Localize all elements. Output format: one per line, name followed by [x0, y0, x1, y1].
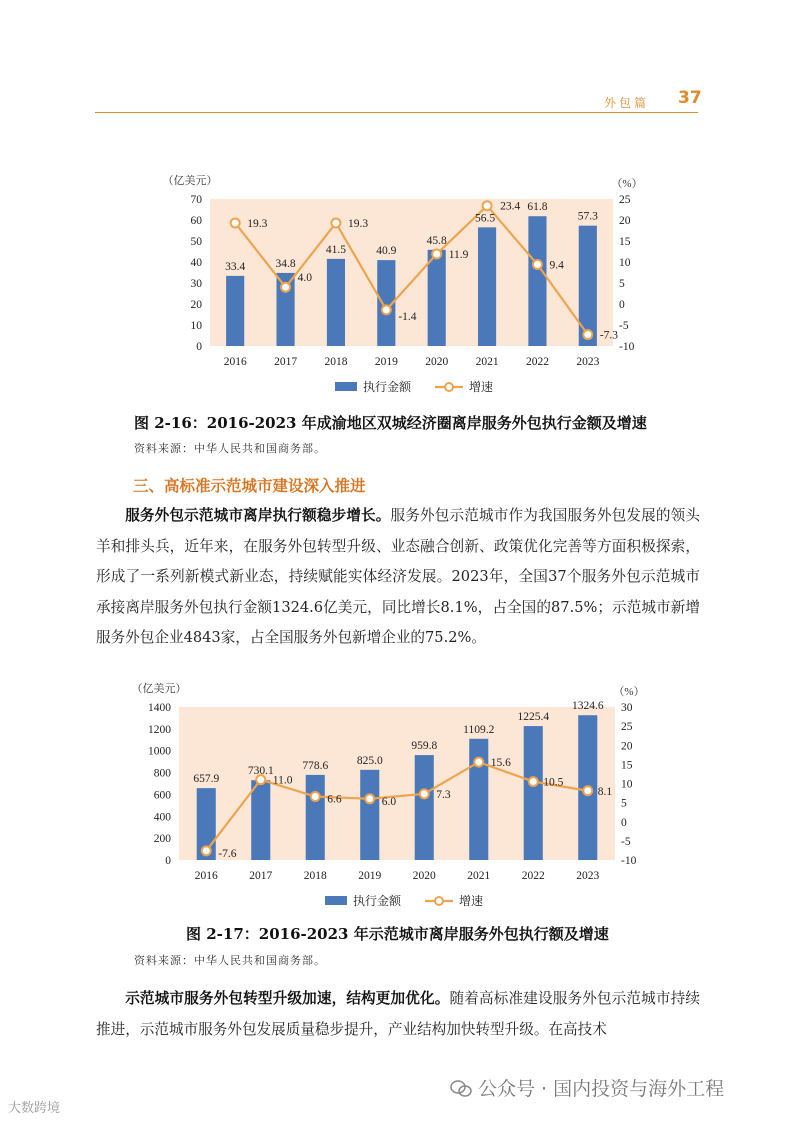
bar — [528, 216, 546, 346]
growth-point — [331, 218, 340, 227]
right-axis-unit: （%） — [611, 178, 643, 190]
right-tick-label: -5 — [619, 320, 629, 332]
right-tick-label: -10 — [619, 341, 635, 353]
growth-value-label: 7.3 — [436, 788, 451, 801]
legend-bar-label: 执行金额 — [353, 894, 402, 908]
left-tick-label: 1200 — [148, 723, 171, 736]
x-tick-label: 2022 — [521, 870, 545, 882]
left-tick-label: 70 — [190, 194, 202, 206]
growth-point — [533, 260, 542, 269]
bar-value-label: 34.8 — [275, 257, 296, 270]
growth-value-label: 4.0 — [297, 272, 312, 285]
x-tick-label: 2020 — [425, 356, 449, 368]
paragraph-2 — [96, 984, 700, 1045]
right-tick-label: 25 — [619, 194, 631, 206]
right-tick-label: 20 — [619, 215, 631, 227]
legend-line-label: 增速 — [459, 894, 484, 908]
figure-2-17-caption: 图 2-17：2016-2023 年示范城市离岸服务外包执行额及增速 — [186, 925, 609, 943]
x-tick-label: 2023 — [576, 356, 600, 368]
bar-value-label: 730.1 — [247, 765, 274, 778]
left-tick-label: 40 — [190, 257, 202, 269]
right-tick-label: 5 — [621, 797, 627, 810]
plot-area — [210, 199, 613, 346]
bar-value-label: 57.3 — [577, 210, 598, 223]
left-tick-label: 600 — [153, 789, 171, 802]
right-tick-label: 10 — [619, 257, 631, 269]
growth-value-label: 19.3 — [247, 217, 268, 230]
legend-bar-swatch — [325, 896, 347, 905]
growth-value-label: -1.4 — [398, 310, 417, 323]
bar-value-label: 40.9 — [376, 245, 397, 258]
x-tick-label: 2016 — [223, 356, 247, 368]
bar — [226, 276, 244, 346]
left-tick-label: 60 — [190, 215, 202, 227]
x-tick-label: 2019 — [358, 870, 382, 882]
figure-2-16-source: 资料来源：中华人民共和国商务部。 — [134, 442, 326, 455]
bar — [579, 226, 597, 346]
bar — [415, 755, 434, 860]
bar-value-label: 56.5 — [475, 212, 496, 225]
x-tick-label: 2021 — [467, 870, 491, 882]
left-axis-unit: （亿美元） — [162, 175, 218, 187]
right-tick-label: 0 — [619, 299, 625, 311]
growth-point — [281, 283, 290, 292]
growth-value-label: 6.0 — [381, 795, 397, 808]
figure-2-17-source: 资料来源：中华人民共和国商务部。 — [134, 954, 326, 967]
x-tick-label: 2018 — [324, 356, 348, 368]
growth-point — [583, 330, 592, 339]
x-tick-label: 2022 — [525, 356, 549, 368]
growth-point — [583, 786, 592, 795]
left-tick-label: 400 — [153, 811, 171, 824]
bar-value-label: 1225.4 — [517, 711, 550, 724]
bar-value-label: 41.5 — [325, 243, 346, 256]
growth-value-label: 6.6 — [327, 793, 342, 806]
left-tick-label: 30 — [190, 278, 202, 290]
left-tick-label: 20 — [190, 299, 202, 311]
left-tick-label: 0 — [165, 855, 171, 867]
x-tick-label: 2018 — [303, 870, 327, 882]
growth-point — [311, 792, 320, 801]
chart-2-17 — [110, 672, 660, 917]
bar-value-label: 959.8 — [411, 740, 438, 753]
growth-value-label: 23.4 — [500, 200, 521, 213]
growth-point — [365, 794, 374, 803]
paragraph-1-lead: 服务外包示范城市离岸执行额稳步增长。 — [125, 507, 391, 524]
growth-point — [202, 846, 211, 855]
growth-point — [483, 201, 492, 210]
left-tick-label: 200 — [153, 833, 171, 846]
left-tick-label: 10 — [190, 320, 202, 332]
bar-value-label: 778.6 — [302, 759, 329, 772]
growth-point — [529, 777, 538, 786]
right-tick-label: 15 — [619, 236, 631, 248]
left-tick-label: 1400 — [148, 702, 171, 714]
growth-value-label: -7.3 — [599, 329, 619, 342]
bar — [428, 250, 446, 346]
legend-bar-label: 执行金额 — [363, 380, 412, 394]
right-tick-label: 25 — [621, 721, 633, 734]
growth-value-label: 8.1 — [597, 785, 613, 798]
growth-value-label: 11.0 — [272, 774, 293, 787]
right-tick-label: -10 — [621, 855, 637, 867]
growth-value-label: 19.3 — [347, 217, 369, 230]
corner-watermark: 大数跨境 — [8, 1101, 61, 1116]
paragraph-1-body: 服务外包示范城市作为我国服务外包发展的领头羊和排头兵，近年来，在服务外包转型升级、业态融合创新、政策优化完善等方面积极探索，形成了一系列新模式新业态，持续赋能实体经济发展。2023年，全国37个服务外包示范城市承接离岸服务外包执行金额1324.6亿美元，同比增长8.1%，占全国的87.5%；示范城市新增服务外包企业4843家，占全国服务外包新增企业的75.2%。 — [96, 507, 700, 646]
growth-point — [432, 250, 441, 259]
growth-value-label: 9.4 — [549, 259, 564, 272]
bar-value-label: 61.8 — [527, 201, 548, 214]
right-tick-label: 30 — [621, 702, 633, 714]
x-tick-label: 2019 — [374, 356, 398, 368]
x-tick-label: 2021 — [475, 356, 499, 368]
right-axis-unit: （%） — [613, 686, 645, 698]
left-axis-unit: （亿美元） — [131, 683, 187, 695]
bar-value-label: 33.4 — [225, 260, 246, 273]
x-tick-label: 2023 — [576, 870, 600, 882]
growth-value-label: 10.5 — [543, 776, 564, 789]
growth-point — [474, 758, 483, 767]
legend-line-marker — [435, 897, 443, 905]
bar-value-label: 1109.2 — [463, 723, 495, 736]
growth-point — [382, 305, 391, 314]
right-tick-label: -5 — [621, 835, 631, 848]
legend-line-marker — [445, 383, 453, 391]
right-tick-label: 5 — [619, 278, 625, 290]
bar-value-label: 825.0 — [356, 754, 383, 767]
watermark-text: 公众号 · 国内投资与海外工程 — [478, 1078, 725, 1100]
growth-point — [231, 218, 240, 227]
bar — [360, 770, 379, 860]
paragraph-2-body: 随着高标准建设服务外包示范城市持续推进，示范城市服务外包发展质量稳步提升，产业结构加快转型升级。在高技术 — [96, 990, 700, 1038]
paragraph-2-lead: 示范城市服务外包转型升级加速，结构更加优化。 — [125, 990, 450, 1007]
legend-line-label: 增速 — [469, 380, 494, 394]
growth-value-label: -7.6 — [218, 847, 237, 860]
growth-value-label: 15.6 — [490, 757, 511, 770]
right-tick-label: 15 — [621, 759, 633, 772]
bar-value-label: 1324.6 — [571, 700, 604, 713]
left-tick-label: 0 — [196, 341, 202, 353]
bar — [306, 775, 325, 860]
left-tick-label: 1000 — [148, 745, 171, 758]
paragraph-1 — [96, 501, 700, 654]
growth-value-label: 11.9 — [448, 249, 469, 262]
right-tick-label: 0 — [621, 816, 627, 829]
bar — [327, 259, 345, 346]
page-number: 37 — [678, 88, 702, 108]
section-label: 外包篇 — [604, 96, 650, 110]
right-tick-label: 20 — [621, 740, 633, 753]
figure-2-16-caption: 图 2-16：2016-2023 年成渝地区双城经济圈离岸服务外包执行金额及增速 — [134, 414, 647, 432]
left-tick-label: 50 — [190, 236, 202, 248]
growth-point — [420, 789, 429, 798]
x-tick-label: 2020 — [412, 870, 436, 882]
section-heading: 三、高标准示范城市建设深入推进 — [133, 477, 366, 495]
bar — [524, 726, 543, 860]
x-tick-label: 2016 — [194, 870, 218, 882]
bar-value-label: 45.8 — [426, 234, 447, 247]
bar-value-label: 657.9 — [193, 773, 220, 786]
legend-bar-swatch — [335, 382, 357, 391]
wechat-watermark — [450, 1074, 724, 1101]
left-tick-label: 800 — [153, 767, 171, 780]
x-tick-label: 2017 — [274, 356, 298, 368]
bar — [478, 227, 496, 346]
header-rule — [95, 112, 698, 113]
wechat-icon — [450, 1080, 472, 1098]
x-tick-label: 2017 — [249, 870, 273, 882]
bar — [251, 780, 270, 860]
right-tick-label: 10 — [621, 778, 633, 791]
chart-2-16 — [140, 162, 660, 402]
